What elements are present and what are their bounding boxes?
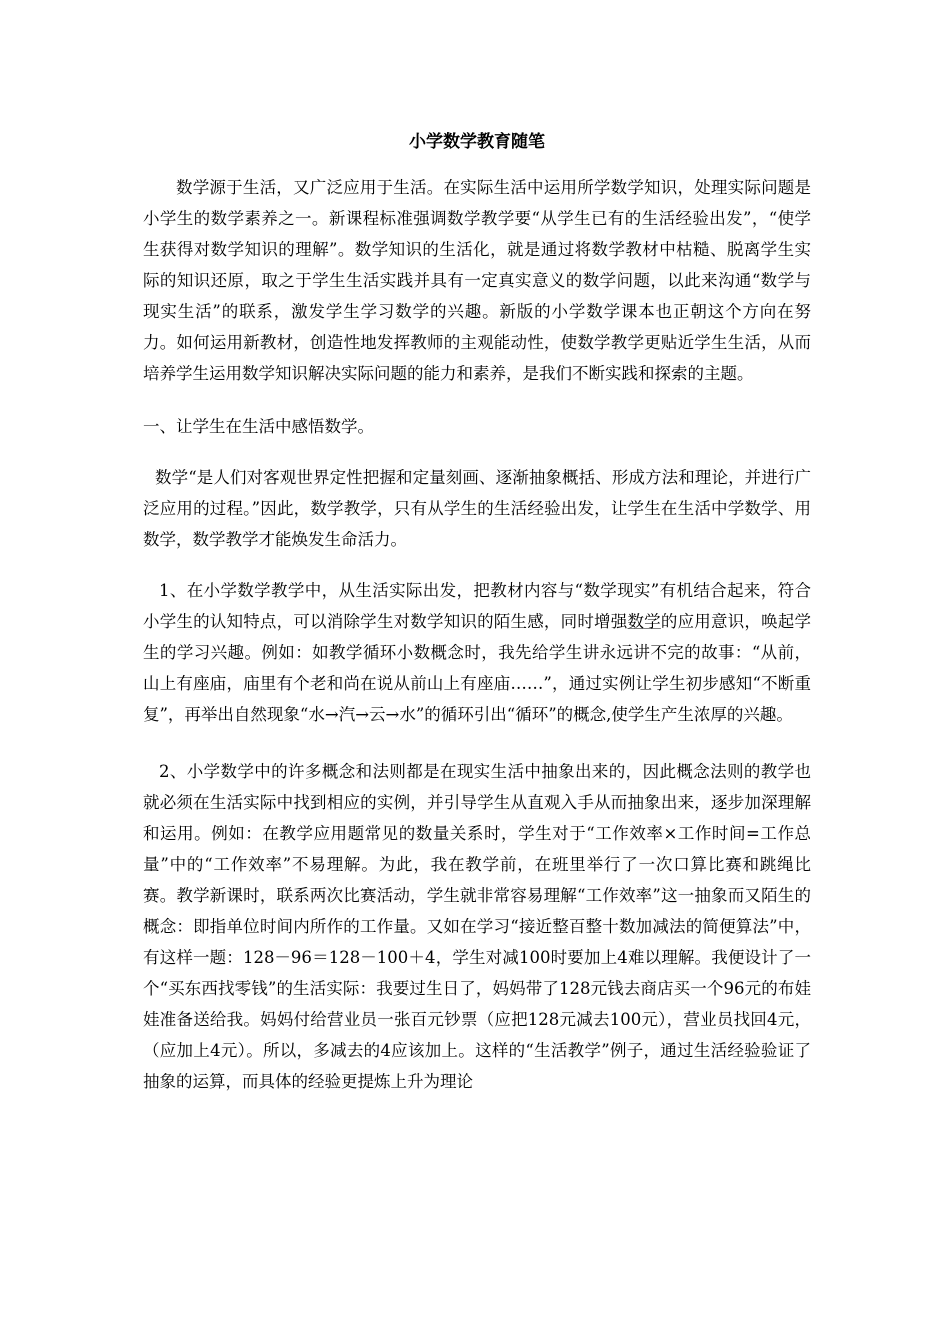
paragraph-point-1: [143, 575, 811, 730]
document-title: 小学数学教育随笔: [409, 132, 545, 152]
point-1-text-before: 1、在小学数学教学中，从生活实际出发，把教材内容与“数学现实”有机结合起来，符合小学生的认知特点，可以消除学生对数学知识的陌生感，同时增强: [143, 581, 811, 631]
point-1-text-after: 的应用意识，唤起学生的学习兴趣。例如：如教学循环小数概念时，我先给学生讲永远讲不完的故事：“从前，山上有座庙，庙里有个老和尚在说从前山上有座庙……”，通过实例让学生初步感知“不断重复”，再举出自然现象“水→汽→云→水”的循环引出“循环”的概念,使学生产生浓厚的兴趣。: [143, 612, 812, 724]
intro-paragraph: 数学源于生活，又广泛应用于生活。在实际生活中运用所学数学知识，处理实际问题是小学生的数学素养之一。新课程标准强调数学教学要“从学生已有的生活经验出发”，“使学生获得对数学知识的理解”。数学知识的生活化，就是通过将数学教材中枯糙、脱离学生实际的知识还原，取之于学生生活实践并具有一定真实意义的数学问题，以此来沟通“数学与现实生活”的联系，激发学生学习数学的兴趣。新版的小学数学课本也正朝这个方向在努力。如何运用新教材，创造性地发挥教师的主观能动性，使数学教学更贴近学生生活，从而培养学生运用数学知识解决实际问题的能力和素养，是我们不断实践和探索的主题。: [143, 178, 811, 383]
math-link[interactable]: 数学: [627, 612, 661, 631]
paragraph-point-2: 2、小学数学中的许多概念和法则都是在现实生活中抽象出来的，因此概念法则的教学也就必须在生活实际中找到相应的实例，并引导学生从直观入手从而抽象出来，逐步加深理解和运用。例如：在教学应用题常见的数量关系时，学生对于“工作效率×工作时间=工作总量”中的“工作效率”不易理解。为此，我在教学前，在班里举行了一次口算比赛和跳绳比赛。教学新课时，联系两次比赛活动，学生就非常容易理解“工作效率”这一抽象而又陌生的概念：即指单位时间内所作的工作量。又如在学习“接近整百整十数加减法的简便算法”中，有这样一题：128－96＝128－100＋4，学生对减100时要加上4难以理解。我便设计了一个“买东西找零钱”的生活实际：我要过生日了，妈妈带了128元钱去商店买一个96元的布娃娃准备送给我。妈妈付给营业员一张百元钞票（应把128元减去100元），营业员找回4元，（应加上4元）。所以，多减去的4应该加上。这样的“生活教学”例子，通过生活经验验证了抽象的运算，而具体的经验更提炼上升为理论: [143, 762, 811, 1091]
paragraph-math-definition: 数学“是人们对客观世界定性把握和定量刻画、逐渐抽象概括、形成方法和理论，并进行广泛应用的过程。”因此，数学教学，只有从学生的生活经验出发，让学生在生活中学数学、用数学，数学教学才能焕发生命活力。: [143, 468, 811, 549]
document-page: [143, 130, 811, 1097]
section-heading-1: 一、让学生在生活中感悟数学。: [143, 417, 374, 436]
